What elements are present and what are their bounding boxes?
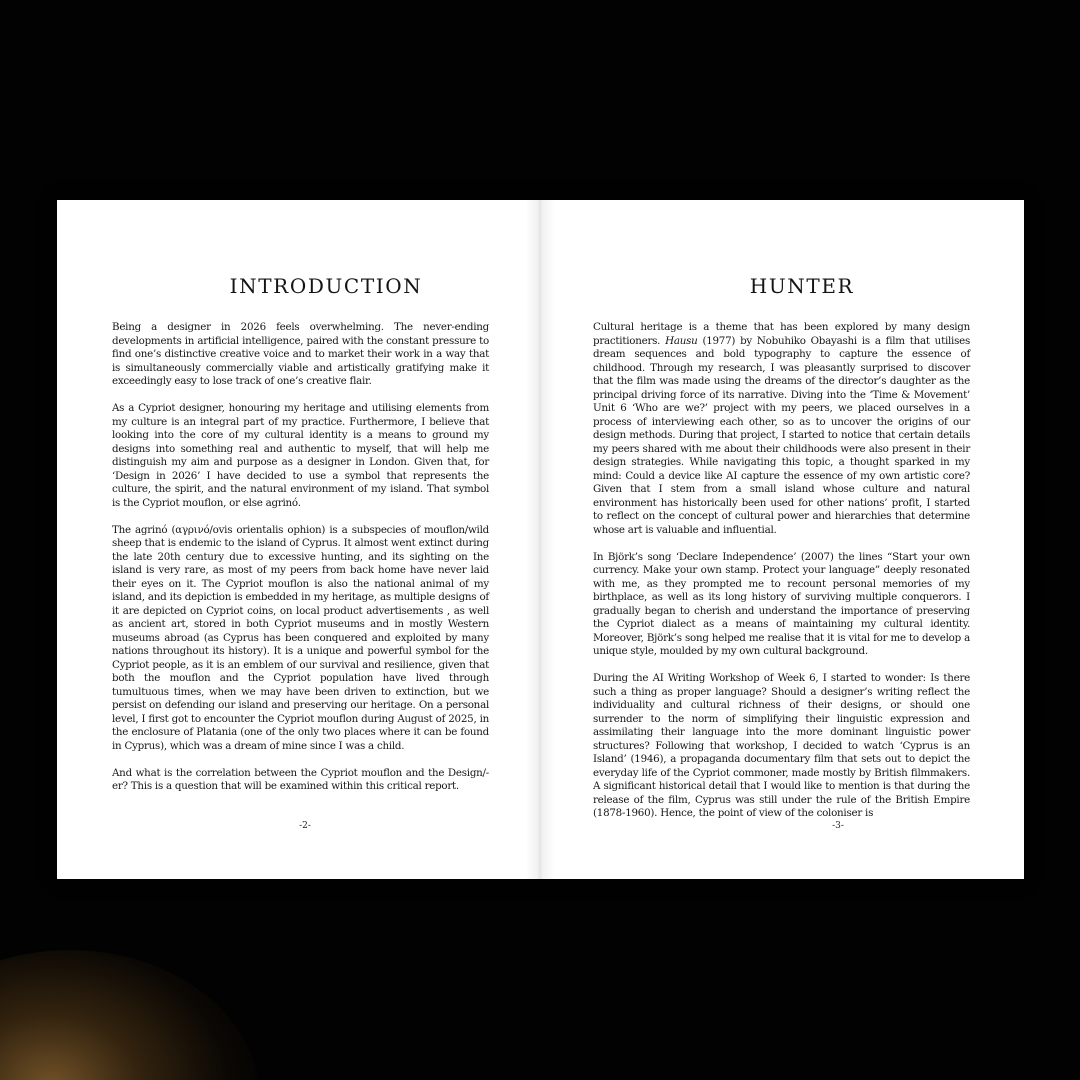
- warm-light-glow: [0, 950, 260, 1080]
- body-paragraph: As a Cypriot designer, honouring my heritage and utilising elements from my culture is an integral part of my practice. Furthermore, I believe that looking into the core of my cultural identity is a means to ground my designs into something real and authentic to myself, that will help me distinguish my aim and purpose as a designer in London. Given that, for ‘Design in 2026’ I have decided to use a symbol that represents the culture, the spirit, and the natural environment of my island. That symbol is the Cypriot mouflon, or else agrinó.: [112, 402, 489, 509]
- paragraph-text: (1977) by Nobuhiko Obayashi is a film that utilises dream sequences and bold typography to capture the essence of childhood. Through my research, I was pleasantly surprised to discover that the film was made using the dreams of the director’s daughter as the principal driving force of its narrative. Diving into the ‘Time & Movement’ Unit 6 ‘Who are we?’ project with my peers, we placed ourselves in a process of interviewing each other, so as to uncover the origins of our design methods. During that project, I started to notice that certain details my peers shared with me about their childhoods were also present in their design strategies. While navigating this topic, a thought sparked in my mind: Could a device like AI capture the essence of my own artistic core? Given that I stem from a small island whose culture and natural environment has historically been used for other nations’ profit, I started to reflect on the concept of cultural power and hierarchies that determine whose art is valuable and influential.: [593, 334, 970, 536]
- page-title: HUNTER: [749, 274, 855, 298]
- film-title-italic: Hausu: [665, 334, 698, 347]
- body-paragraph: In Björk’s song ‘Declare Independence’ (2007) the lines “Start your own currency. Make your own stamp. Protect your language” deeply resonated with me, as they prompted me to recount personal memories of my birthplace, as well as its long history of surviving multiple conquerors. I gradually began to cherish and understand the importance of preserving the Cypriot dialect as a means of maintaining my cultural identity. Moreover, Björk’s song helped me realise that it is vital for me to develop a unique style, moulded by my own cultural background.: [593, 550, 970, 657]
- left-page: [57, 200, 540, 879]
- body-paragraph: [593, 321, 970, 537]
- page-number: -3-: [832, 821, 844, 831]
- body-paragraph: During the AI Writing Workshop of Week 6, I started to wonder: Is there such a thing as proper language? Should a designer’s writing reflect the individuality and cultural richness of their designs, or should one surrender to the norm of simplifying their linguistic expression and assimilating their language into the more dominant linguistic power structures? Following that workshop, I decided to watch ‘Cyprus is an Island’ (1946), a propaganda documentary film that sets out to depict the everyday life of the Cypriot commoner, made mostly by British filmmakers. A significant historical detail that I would like to mention is that during the release of the film, Cyprus was still under the rule of the British Empire (1878-1960). Hence, the point of view of the coloniser is: [593, 672, 970, 819]
- body-paragraph: Being a designer in 2026 feels overwhelming. The never-ending developments in artificial intelligence, paired with the constant pressure to find one’s distinctive creative voice and to market their work in a way that is simultaneously commercially viable and artistically gratifying make it exceedingly easy to lose track of one’s creative flair.: [112, 321, 489, 387]
- paragraph-text: Cultural heritage is a theme that has been explored by many design practitioners.: [593, 321, 970, 347]
- page-body: [112, 321, 489, 807]
- body-paragraph: And what is the correlation between the Cypriot mouflon and the Design/-er? This is a question that will be examined within this critical report.: [112, 766, 489, 792]
- page-title: INTRODUCTION: [229, 274, 423, 298]
- right-page: [540, 200, 1024, 879]
- page-body: [593, 321, 970, 834]
- page-number: -2-: [299, 821, 311, 831]
- booklet-spread: [57, 200, 1024, 879]
- body-paragraph: The agrinó (αγρινό/ovis orientalis ophion) is a subspecies of mouflon/wild sheep that is endemic to the island of Cyprus. It almost went extinct during the late 20th century due to excessive hunting, and its sighting on the island is very rare, as most of my peers from back home have never laid their eyes on it. The Cypriot mouflon is also the national animal of my island, and its depiction is embedded in my heritage, as multiple designs of it are depicted on Cypriot coins, on local product advertisements , as well as ancient art, stored in both Cypriot museums and in mostly Western museums abroad (as Cyprus has been conquered and exploited by many nations throughout its history). It is a unique and powerful symbol for the Cypriot people, as it is an emblem of our survival and resilience, given that both the mouflon and the Cypriot population have lived through tumultuous times, when we may have been driven to extinction, but we persist on defending our island and preserving our heritage. On a personal level, I first got to encounter the Cypriot mouflon during August of 2025, in the enclosure of Platania (one of the only two places where it can be found in Cyprus), which was a dream of mine since I was a child.: [112, 523, 489, 752]
